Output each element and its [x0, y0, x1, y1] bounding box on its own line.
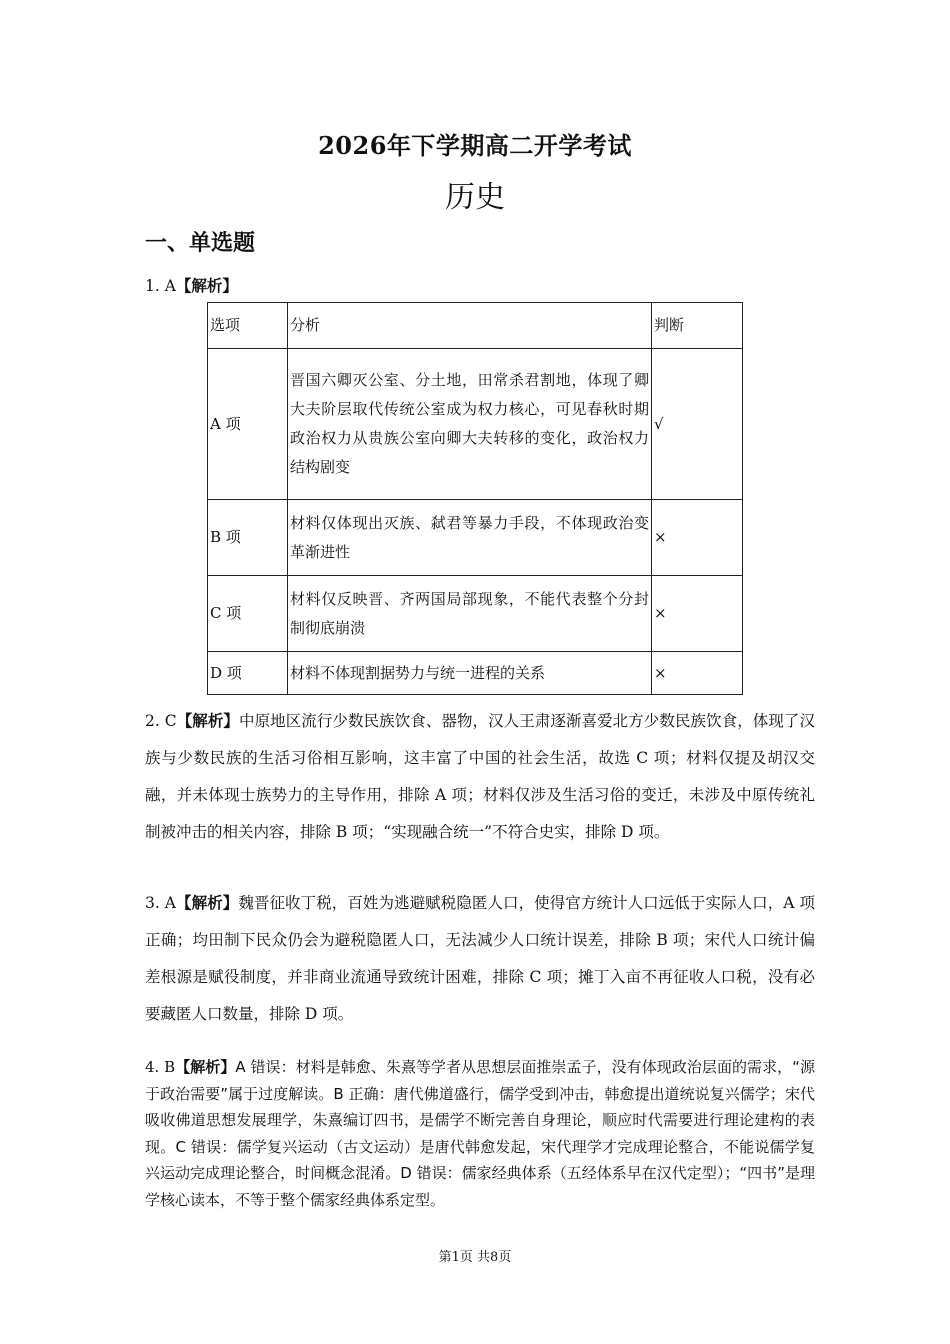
verdict-cell: √: [652, 349, 743, 500]
option-cell: D 项: [208, 652, 288, 695]
question-1-heading: [145, 274, 238, 296]
answer-table: [207, 302, 743, 695]
exam-title: 2026年下学期高二开学考试: [318, 131, 632, 160]
table-row: [208, 652, 743, 695]
verdict-cell: ×: [652, 500, 743, 576]
analysis-cell: 材料仅体现出灭族、弑君等暴力手段，不体现政治变革渐进性: [288, 500, 652, 576]
table-header-row: [208, 303, 743, 349]
question-2-text: 中原地区流行少数民族饮食、器物，汉人王肃逐渐喜爱北方少数民族饮食，体现了汉族与少数民族的生活习俗相互影响，这丰富了中国的社会生活，故选 C 项；材料仅提及胡汉交融，并未体现士族势力的主导作用，排除 A 项；材料仅涉及生活习俗的变迁，未涉及中原传统礼制被冲击的相关内容，排除 B 项；“实现融合统一”不符合史实，排除 D 项。: [145, 712, 815, 841]
analysis-cell: 晋国六卿灭公室、分土地，田常杀君割地，体现了卿大夫阶层取代传统公室成为权力核心，可见春秋时期政治权力从贵族公室向卿大夫转移的变化，政治权力结构剧变: [288, 349, 652, 500]
analysis-cell: 材料仅反映晋、齐两国局部现象，不能代表整个分封制彻底崩溃: [288, 576, 652, 652]
question-2-number: 2. C: [145, 712, 177, 730]
question-4-number: 4. B: [145, 1058, 176, 1076]
subject-title: 历史: [445, 180, 505, 215]
option-cell: C 项: [208, 576, 288, 652]
question-3-paragraph: [145, 884, 815, 1033]
verdict-cell: ×: [652, 652, 743, 695]
section-heading: 一、单选题: [145, 230, 256, 256]
table-header-cell: 判断: [652, 303, 743, 349]
question-3-number: 3. A: [145, 894, 176, 912]
table-row: [208, 500, 743, 576]
question-1-number: 1. A: [145, 277, 176, 295]
option-cell: A 项: [208, 349, 288, 500]
question-2-paragraph: [145, 702, 815, 851]
option-cell: B 项: [208, 500, 288, 576]
page-footer: 第1页 共8页: [438, 1250, 512, 1265]
table-row: [208, 576, 743, 652]
question-4-tag: 【解析】: [175, 1058, 236, 1076]
question-4-paragraph: [145, 1054, 815, 1213]
question-1-tag: 【解析】: [175, 276, 238, 295]
table-row: [208, 349, 743, 500]
verdict-cell: ×: [652, 576, 743, 652]
question-3-text: 魏晋征收丁税，百姓为逃避赋税隐匿人口，使得官方统计人口远低于实际人口，A 项正确；均田制下民众仍会为避税隐匿人口，无法减少人口统计误差，排除 B 项；宋代人口统计偏差根源是赋役制度，并非商业流通导致统计困难，排除 C 项；摊丁入亩不再征收人口税，没有必要藏匿人口数量，排除 D 项。: [145, 894, 815, 1023]
table-header-cell: 选项: [208, 303, 288, 349]
question-4-text: A 错误：材料是韩愈、朱熹等学者从思想层面推崇孟子，没有体现政治层面的需求，“源于政治需要”属于过度解读。B 正确：唐代佛道盛行，儒学受到冲击，韩愈提出道统说复兴儒学；宋代吸收佛道思想发展理学，朱熹编订四书，是儒学不断完善自身理论，顺应时代需要进行理论建构的表现。C 错误：儒学复兴运动（古文运动）是唐代韩愈发起，宋代理学才完成理论整合，不能说儒学复兴运动完成理论整合，时间概念混淆。D 错误：儒家经典体系（五经体系早在汉代定型）；“四书”是理学核心读本，不等于整个儒家经典体系定型。: [145, 1058, 815, 1209]
question-3-tag: 【解析】: [175, 893, 239, 912]
analysis-cell: 材料不体现割据势力与统一进程的关系: [288, 652, 652, 695]
table-header-cell: 分析: [288, 303, 652, 349]
question-2-tag: 【解析】: [176, 711, 240, 730]
